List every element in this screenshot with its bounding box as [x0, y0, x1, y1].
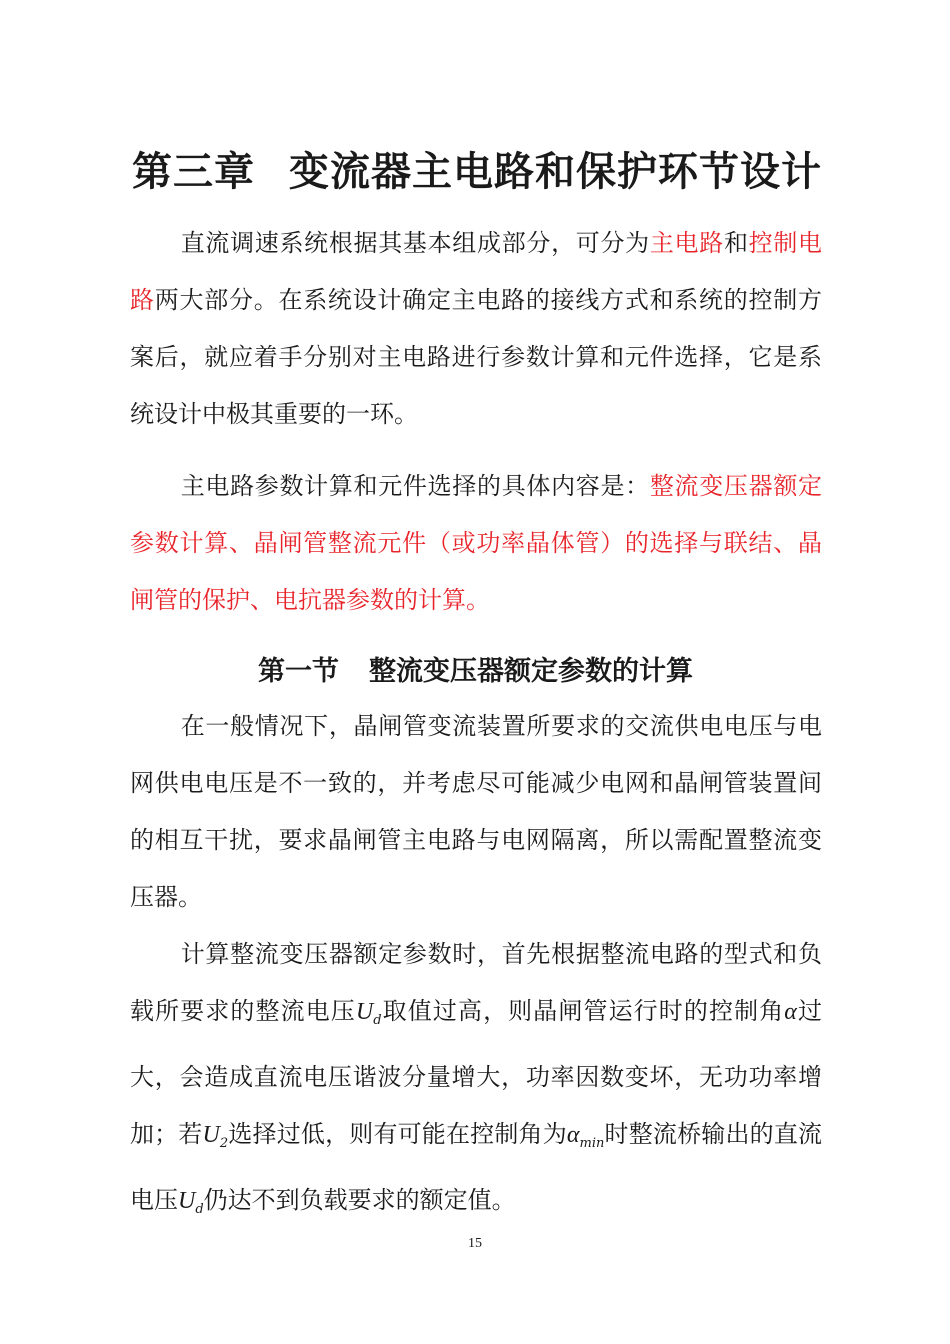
text: 计算整流变压器额定参数时，首先根据整流电路的型式和负载所要求的整流电压: [130, 940, 822, 1025]
chapter-label: 第三章: [132, 148, 255, 195]
section-title: [258, 652, 693, 692]
section-title-text: 整流变压器额定参数的计算: [369, 656, 693, 687]
text: 过大，会造成直流电压谐波分量增大，功率因数变坏，无功功率增加；若: [130, 997, 823, 1148]
subscript-d: d: [195, 1202, 204, 1217]
symbol-u: U: [355, 999, 374, 1025]
symbol-u: U: [178, 1188, 196, 1214]
page-number: 15: [468, 1236, 482, 1251]
subscript-2: 2: [219, 1136, 229, 1151]
text: 两大部分。在系统设计确定主电路的接线方式和系统的控制方案后，就应着手分别对主电路进行参数计算和元件选择，它是系统设计中极其重要的一环。: [130, 286, 823, 428]
chapter-title-text: 变流器主电路和保护环节设计: [289, 148, 822, 195]
paragraph-intro: [130, 215, 822, 443]
text: 和: [723, 229, 749, 257]
subscript-d: d: [373, 1013, 382, 1028]
highlight-main-circuit: 主电路: [649, 229, 724, 257]
text: 直流调速系统根据其基本组成部分，可分为: [180, 229, 650, 257]
text: 取值过高，则晶闸管运行时的控制角: [381, 997, 785, 1025]
highlight-contents-list: 整流变压器额定参数计算、晶闸管整流元件（或功率晶体管）的选择与联结、晶闸管的保护、电抗器参数的计算。: [130, 472, 823, 614]
subscript-min: min: [579, 1136, 605, 1151]
symbol-alpha: α: [566, 1122, 580, 1148]
text: 时整流桥输出的直流电压: [130, 1120, 823, 1214]
symbol-u: U: [202, 1122, 220, 1148]
chapter-title: [132, 148, 832, 196]
text: 选择过低，则有可能在控制角为: [228, 1120, 567, 1148]
text: 主电路参数计算和元件选择的具体内容是：: [180, 472, 650, 500]
symbol-alpha: α: [784, 999, 797, 1025]
text: 在一般情况下，晶闸管变流装置所要求的交流供电电压与电网供电电压是不一致的，并考虑尽可能减少电网和晶闸管装置间的相互干扰，要求晶闸管主电路与电网隔离，所以需配置整流变压器。: [130, 712, 822, 911]
paragraph-transformer-calc: [130, 926, 822, 1238]
section-label: 第一节: [258, 656, 339, 687]
highlight-control-circuit: 控制电路: [130, 229, 823, 314]
paragraph-transformer-need: [130, 698, 822, 926]
paragraph-contents: [130, 458, 822, 629]
text: 仍达不到负载要求的额定值。: [203, 1186, 516, 1214]
